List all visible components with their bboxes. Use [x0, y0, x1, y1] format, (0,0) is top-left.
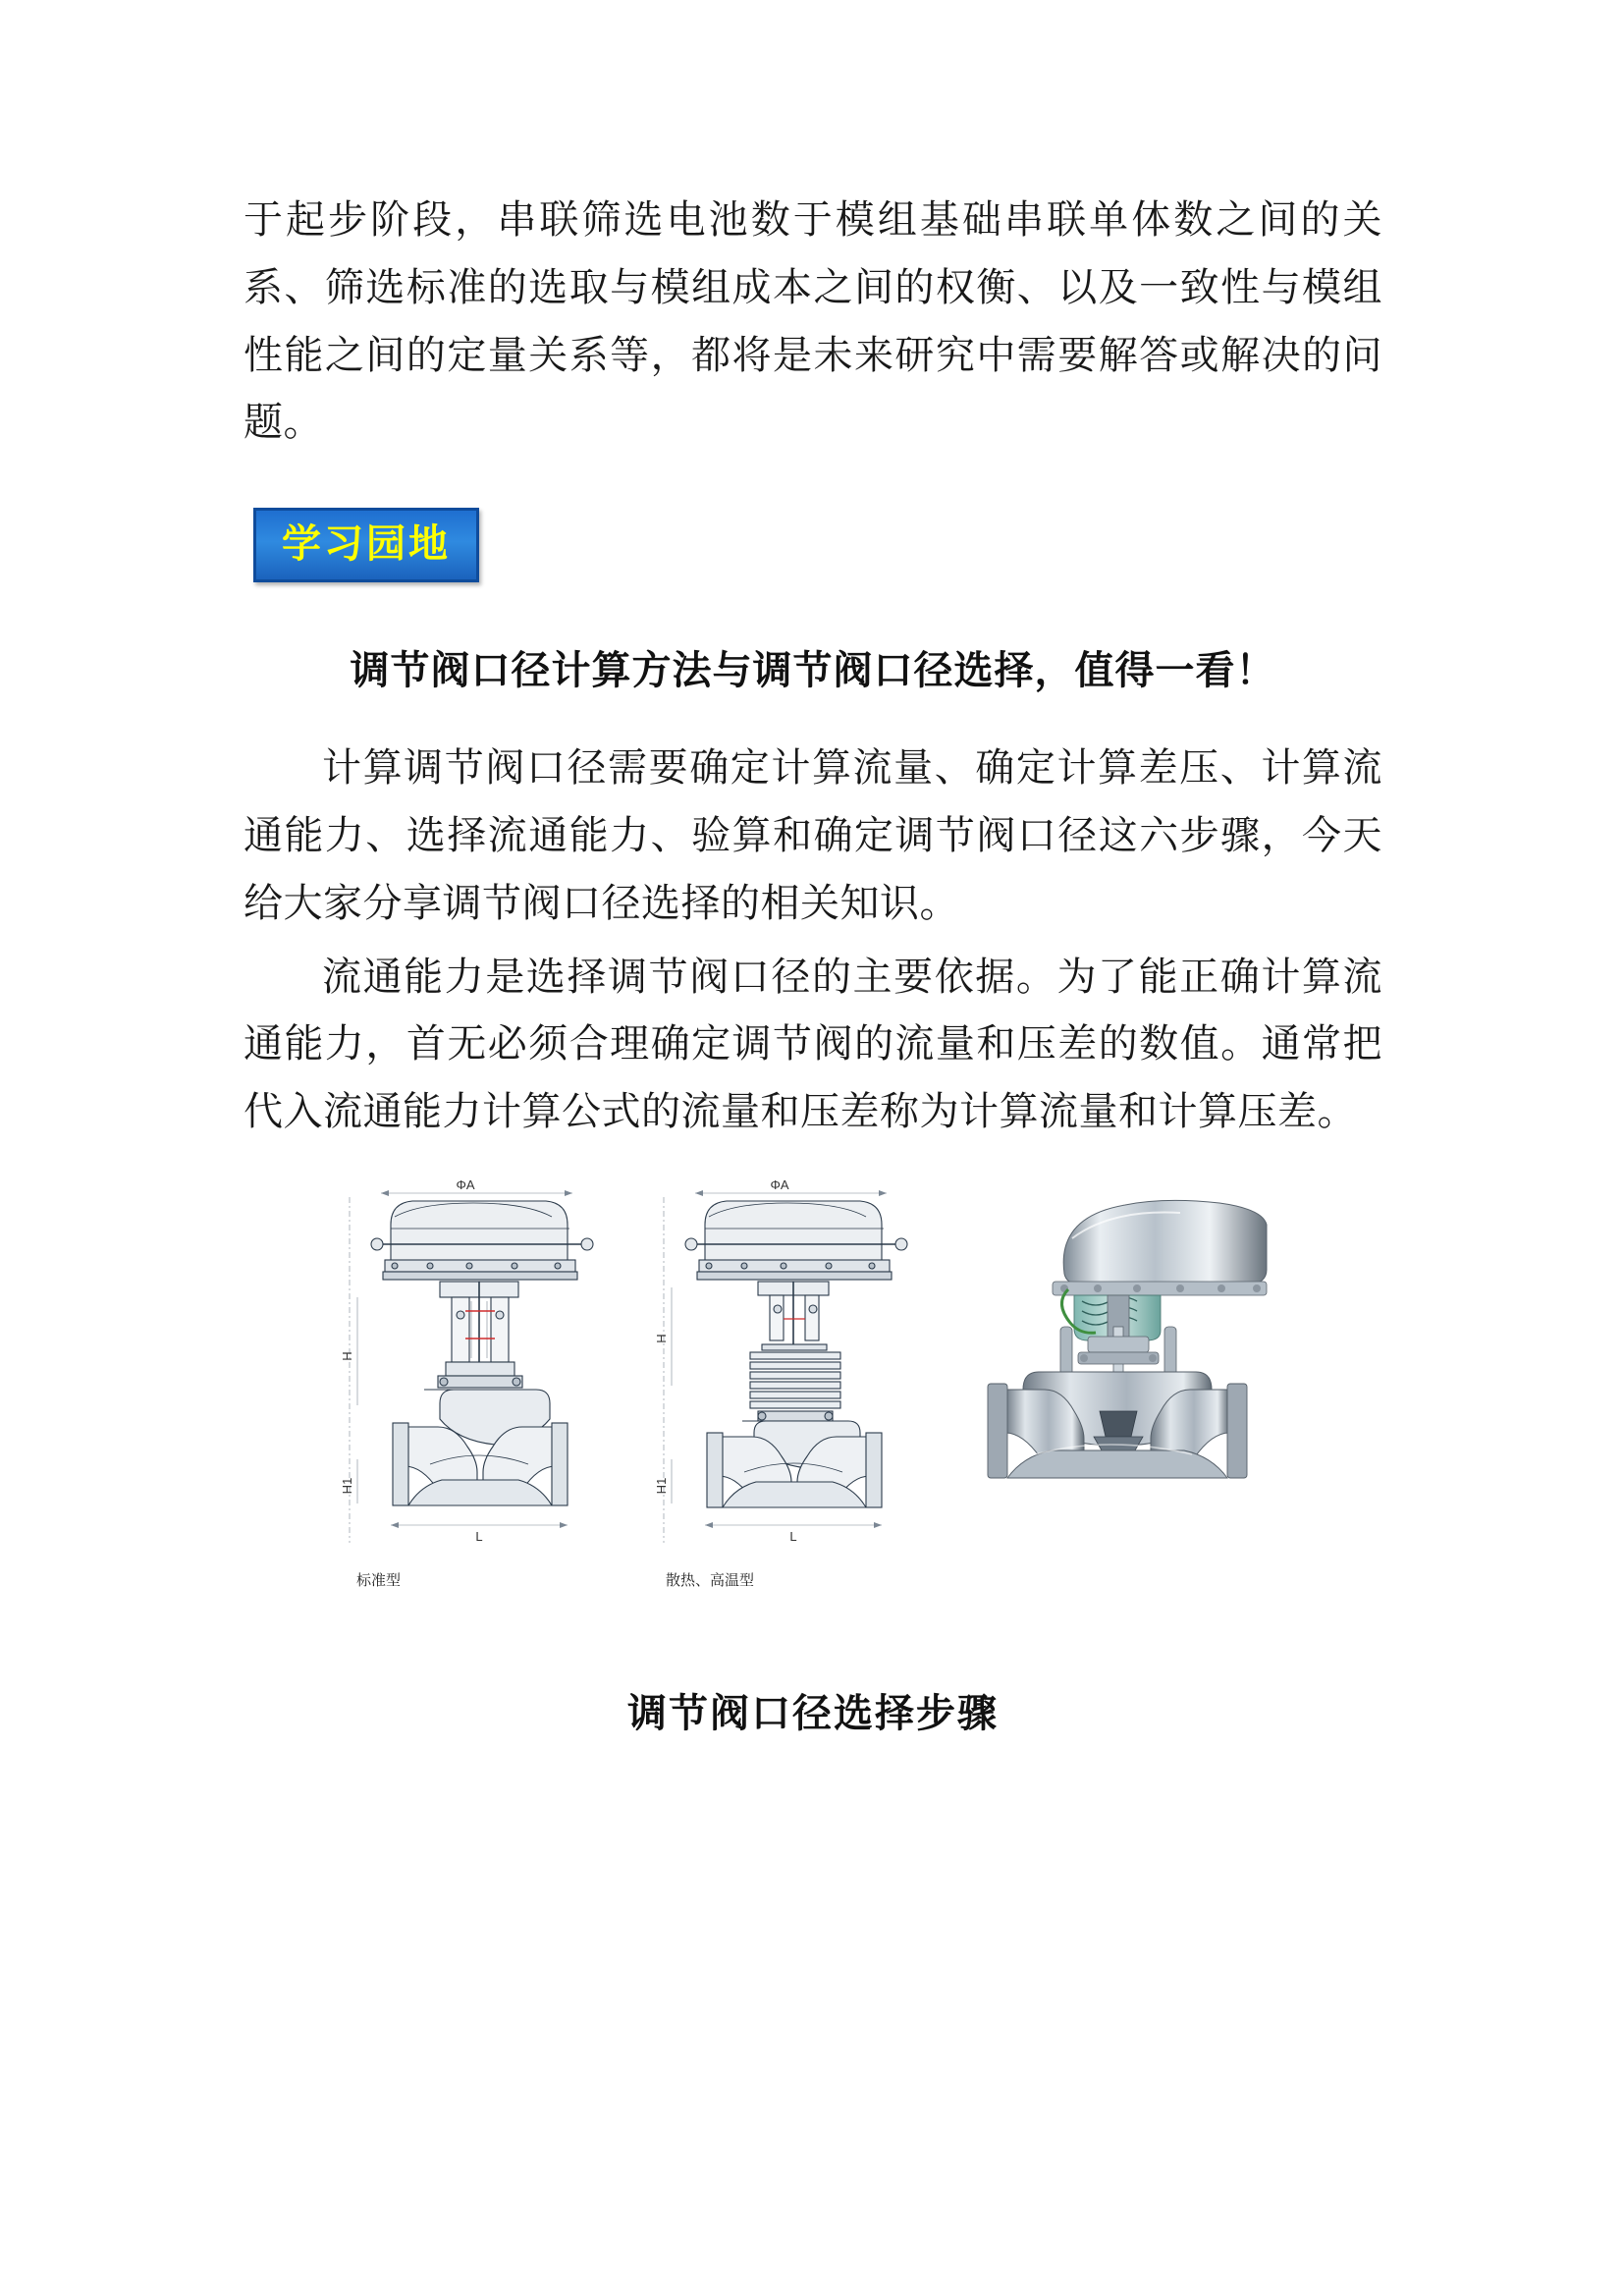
section-badge: 学习园地 [253, 508, 479, 582]
svg-text:L: L [475, 1528, 483, 1544]
valve-diagram-high-temp [636, 1179, 960, 1592]
article-title: 调节阀口径计算方法与调节阀口径选择，值得一看！ [350, 649, 1276, 693]
paragraph-1: 计算调节阀口径需要确定计算流量、确定计算差压、计算流通能力、选择流通能力、验算和确定调节阀口径这六步骤，今天给大家分享调节阀口径选择的相关知识。 [243, 745, 1382, 925]
svg-text:ΦA: ΦA [456, 1178, 475, 1192]
paragraph-2: 流通能力是选择调节阀口径的主要依据。为了能正确计算流通能力，首无必须合理确定调节阀的流量和压差的数值。通常把代入流通能力计算公式的流量和压差称为计算流量和计算压差。 [243, 954, 1382, 1134]
section-badge-wrapper [253, 508, 1382, 582]
svg-text:L: L [789, 1528, 797, 1544]
svg-text:H1: H1 [340, 1477, 354, 1495]
figure-title: 调节阀口径选择步骤 [627, 1691, 999, 1735]
svg-text:H: H [654, 1334, 669, 1343]
page-content [243, 187, 1382, 1738]
svg-text:ΦA: ΦA [770, 1178, 789, 1192]
svg-text:H: H [340, 1351, 354, 1361]
paragraph-continuation: 于起步阶段，串联筛选电池数于模组基础串联单体数之间的关系、筛选标准的选取与模组成本之间的权衡、以及一致性与模组性能之间的定量关系等，都将是未来研究中需要解答或解决的问题。 [243, 197, 1382, 445]
caption-high-temp: 散热、高温型 [666, 1571, 755, 1589]
caption-standard: 标准型 [356, 1571, 402, 1589]
article-body [243, 735, 1382, 1146]
valve-figure-inner [322, 1179, 1304, 1592]
valve-figure [243, 1179, 1382, 1592]
valve-diagram-standard [322, 1179, 646, 1592]
valve-diagram-cutaway [970, 1179, 1304, 1592]
svg-text:H1: H1 [654, 1477, 669, 1495]
